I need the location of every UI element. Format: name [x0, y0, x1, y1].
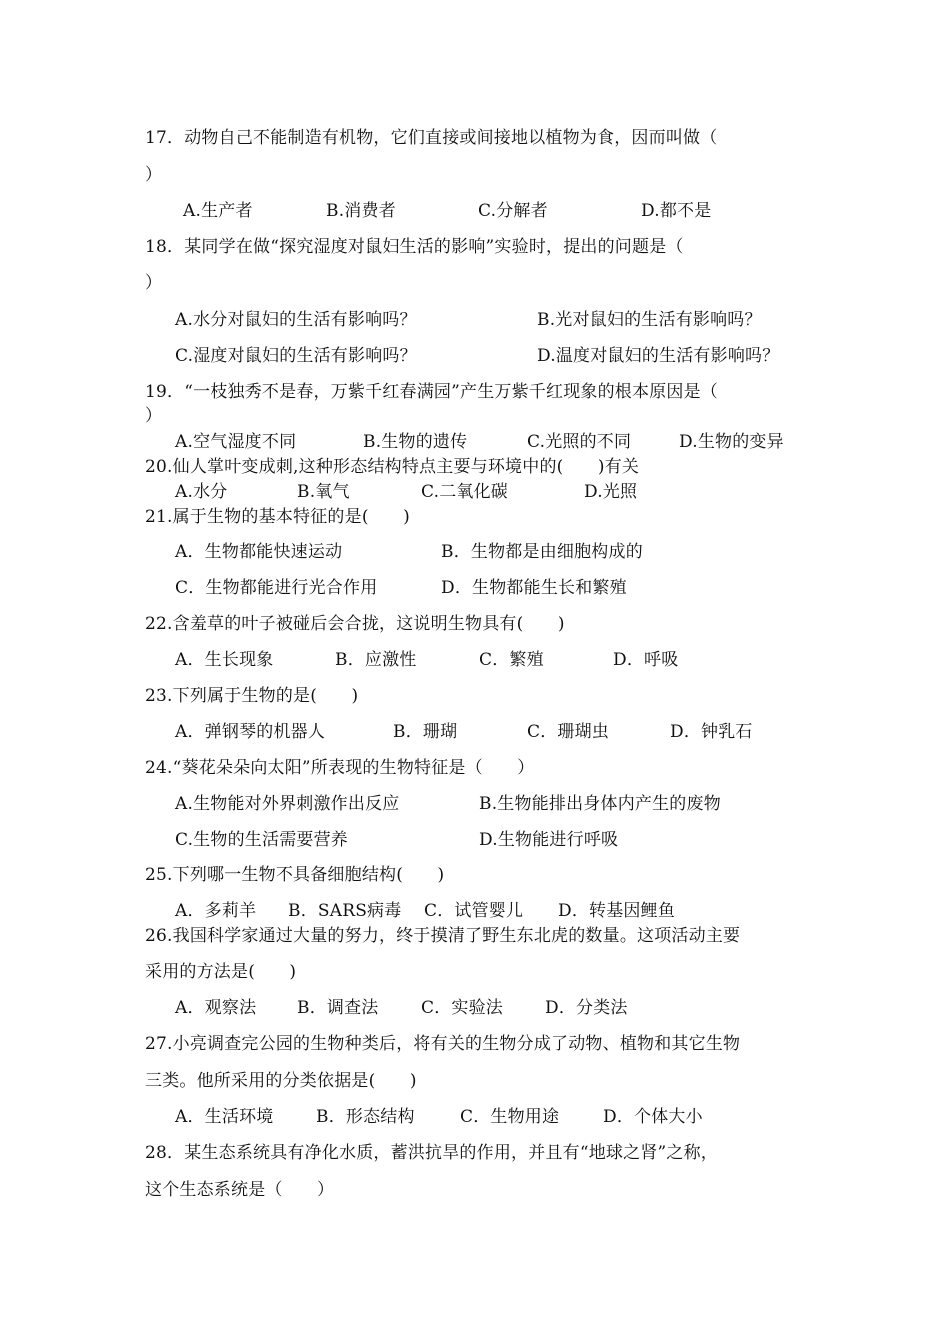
question-26-option-b: B．调查法 [297, 998, 379, 1018]
question-22-stem: 22.含羞草的叶子被碰后会合拢，这说明生物具有( ) [145, 614, 565, 634]
question-17-option-c: C.分解者 [478, 201, 548, 221]
question-20-option-b: B.氧气 [297, 482, 350, 502]
question-26-option-c: C．实验法 [421, 998, 504, 1018]
question-26-option-a: A．观察法 [175, 998, 257, 1018]
question-27-option-b: B．形态结构 [316, 1107, 415, 1127]
question-19-option-d: D.生物的变异 [679, 432, 784, 452]
question-21-option-c: C．生物都能进行光合作用 [175, 578, 378, 598]
question-20-option-c: C.二氧化碳 [421, 482, 509, 502]
question-17-stem-cont: ） [145, 165, 163, 185]
question-22-option-c: C．繁殖 [479, 650, 544, 670]
question-21-option-b: B．生物都是由细胞构成的 [441, 542, 643, 562]
question-18-stem: 18．某同学在做“探究湿度对鼠妇生活的影响”实验时，提出的问题是（ [145, 237, 684, 257]
question-18-stem-cont: ） [145, 273, 163, 293]
question-25-option-b: B．SARS病毒 [288, 901, 402, 921]
question-20-stem: 20.仙人掌叶变成刺,这种形态结构特点主要与环境中的( )有关 [145, 457, 640, 477]
question-23-stem: 23.下列属于生物的是( ) [145, 686, 359, 706]
question-26-stem-cont: 采用的方法是( ) [145, 962, 297, 982]
question-19-stem: 19．“一枝独秀不是春，万紫千红春满园”产生万紫千红现象的根本原因是（ [145, 382, 719, 402]
question-23-option-c: C．珊瑚虫 [527, 722, 610, 742]
question-27-option-c: C．生物用途 [460, 1107, 560, 1127]
question-25-option-c: C．试管婴儿 [424, 901, 524, 921]
question-17-option-b: B.消费者 [326, 201, 396, 221]
question-24-stem: 24.“葵花朵朵向太阳”所表现的生物特征是（ ） [145, 758, 535, 778]
question-19-option-b: B.生物的遗传 [363, 432, 468, 452]
question-24-option-a: A.生物能对外界刺激作出反应 [175, 794, 400, 814]
question-25-option-a: A．多莉羊 [175, 901, 257, 921]
question-22-option-a: A．生长现象 [175, 650, 274, 670]
question-25-option-d: D．转基因鲤鱼 [558, 901, 676, 921]
question-25-stem: 25.下列哪一生物不具备细胞结构( ) [145, 865, 445, 885]
question-18-option-d: D.温度对鼠妇的生活有影响吗？ [537, 346, 780, 366]
question-22-option-d: D．呼吸 [613, 650, 679, 670]
question-18-option-a: A.水分对鼠妇的生活有影响吗？ [175, 310, 417, 330]
question-23-option-a: A．弹钢琴的机器人 [175, 722, 326, 742]
question-26-stem: 26.我国科学家通过大量的努力，终于摸清了野生东北虎的数量。这项活动主要 [145, 926, 741, 946]
question-26-option-d: D．分类法 [545, 998, 628, 1018]
question-19-stem-cont: ） [145, 406, 163, 426]
question-21-option-d: D．生物都能生长和繁殖 [441, 578, 627, 598]
question-19-option-c: C.光照的不同 [527, 432, 632, 452]
question-17-option-a: A.生产者 [183, 201, 253, 221]
question-19-option-a: A.空气湿度不同 [175, 432, 297, 452]
question-24-option-c: C.生物的生活需要营养 [175, 830, 349, 850]
question-20-option-d: D.光照 [584, 482, 638, 502]
question-18-option-b: B.光对鼠妇的生活有影响吗？ [537, 310, 762, 330]
question-20-option-a: A.水分 [175, 482, 228, 502]
question-24-option-b: B.生物能排出身体内产生的废物 [479, 794, 721, 814]
question-27-stem: 27.小亮调查完公园的生物种类后，将有关的生物分成了动物、植物和其它生物 [145, 1034, 741, 1054]
question-23-option-b: B．珊瑚 [393, 722, 458, 742]
question-24-option-d: D.生物能进行呼吸 [479, 830, 619, 850]
question-27-option-d: D．个体大小 [603, 1107, 703, 1127]
question-17-option-d: D.都不是 [641, 201, 712, 221]
question-28-stem-cont: 这个生态系统是（ ） [145, 1180, 335, 1200]
question-21-stem: 21.属于生物的基本特征的是( ) [145, 507, 410, 527]
question-27-option-a: A．生活环境 [175, 1107, 274, 1127]
question-21-option-a: A．生物都能快速运动 [175, 542, 343, 562]
question-28-stem: 28．某生态系统具有净化水质，蓄洪抗旱的作用，并且有“地球之肾”之称， [145, 1143, 719, 1163]
question-23-option-d: D．钟乳石 [670, 722, 753, 742]
question-18-option-c: C.湿度对鼠妇的生活有影响吗？ [175, 346, 417, 366]
question-27-stem-cont: 三类。他所采用的分类依据是( ) [145, 1071, 417, 1091]
question-17-stem: 17．动物自己不能制造有机物，它们直接或间接地以植物为食，因而叫做（ [145, 128, 718, 148]
question-22-option-b: B．应激性 [335, 650, 417, 670]
